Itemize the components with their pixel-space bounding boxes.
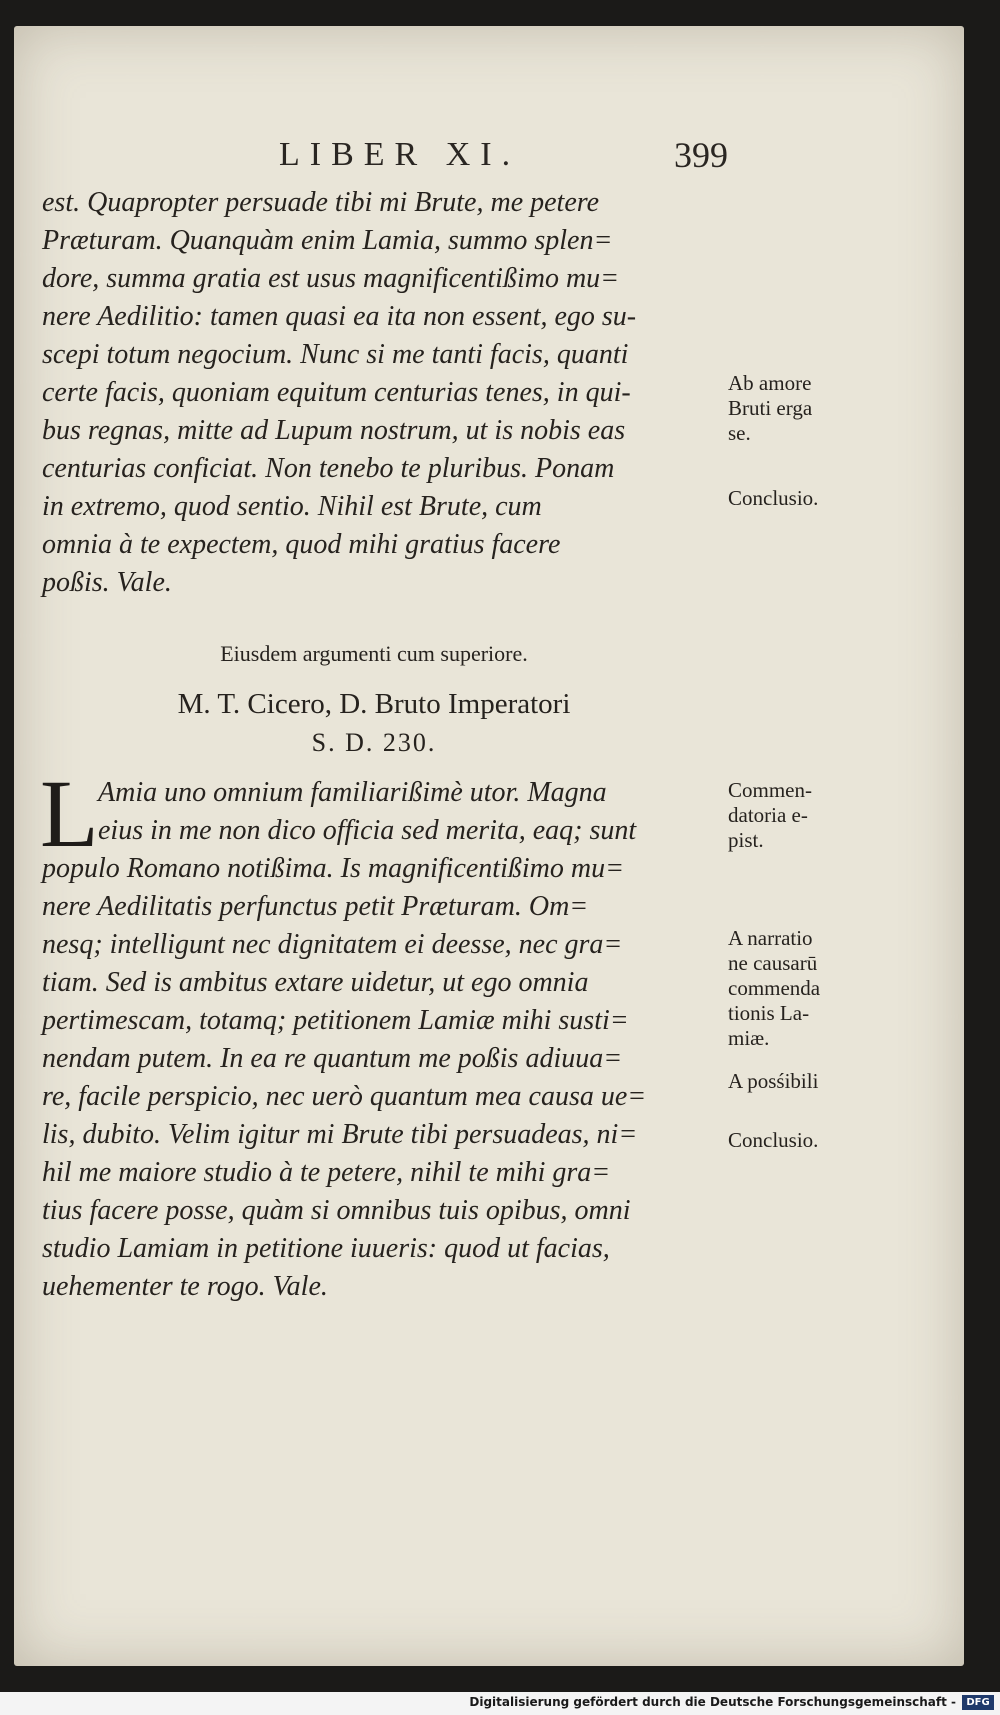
address-heading: M. T. Cicero, D. Bruto Imperatori: [177, 688, 571, 720]
marginal-line: miæ.: [728, 1026, 770, 1050]
text-line: re, facile perspicio, nec uerò quantum mea causa ue=: [42, 1081, 647, 1112]
running-head: LIBER XI.: [279, 136, 521, 173]
text-line: lis, dubito. Velim igitur mi Brute tibi persuadeas, ni=: [42, 1119, 638, 1150]
text-line: uehementer te rogo. Vale.: [42, 1271, 328, 1302]
marginal-note-conclusio: [728, 486, 818, 511]
dfg-logo: DFG: [962, 1695, 994, 1710]
text-line: nendam putem. In ea re quantum me poßis adiuua=: [42, 1043, 623, 1074]
text-line: eius in me non dico officia sed merita, eaq; sunt: [98, 815, 637, 846]
marginal-line: Conclusio.: [728, 1128, 819, 1152]
marginal-line: tionis La-: [728, 1001, 810, 1025]
marginal-line: se.: [728, 421, 751, 445]
argument-heading: Eiusdem argumenti cum superiore.: [220, 641, 528, 666]
text-line: scepi totum negocium. Nunc si me tanti facis, quanti: [42, 339, 629, 370]
marginal-line: Conclusio.: [728, 486, 819, 510]
marginal-line: Bruti erga: [728, 396, 813, 420]
text-line: certe facis, quoniam equitum centurias tenes, in qui-: [42, 377, 631, 408]
marginal-line: A posśibili: [728, 1069, 819, 1093]
text-line: est. Quapropter persuade tibi mi Brute, me petere: [42, 187, 600, 218]
text-line: in extremo, quod sentio. Nihil est Brute, cum: [42, 491, 542, 522]
text-line: Amia uno omnium familiarißimè utor. Magna: [98, 777, 607, 808]
marginal-line: A narratio: [728, 926, 813, 950]
text-line: bus regnas, mitte ad Lupum nostrum, ut is nobis eas: [42, 415, 626, 446]
text-line: poßis. Vale.: [42, 567, 172, 598]
marginal-line: commenda: [728, 976, 821, 1000]
salutation-heading: S. D. 230.: [311, 728, 437, 757]
marginal-note-commendatoria: [728, 778, 812, 853]
text-line: hil me maiore studio à te petere, nihil te mihi gra=: [42, 1157, 611, 1188]
marginal-line: ne causarū: [728, 951, 818, 975]
marginal-line: Commen-: [728, 778, 812, 802]
marginal-note-ab-amore: [728, 371, 812, 446]
digitization-footer: [0, 1692, 1000, 1715]
text-line: pertimescam, totamq; petitionem Lamiæ mihi susti=: [42, 1005, 629, 1036]
marginal-line: Ab amore: [728, 371, 812, 395]
footer-credit: Digitalisierung gefördert durch die Deutsche Forschungsgemeinschaft -: [469, 1695, 956, 1709]
text-line: nere Aedilitio: tamen quasi ea ita non essent, ego su-: [42, 301, 637, 332]
text-line: centurias conficiat. Non tenebo te pluribus. Ponam: [42, 453, 615, 484]
text-line: Præturam. Quanquàm enim Lamia, summo splen=: [42, 225, 613, 256]
marginal-note-conclusio-2: [728, 1128, 818, 1153]
marginal-line: pist.: [728, 828, 764, 852]
marginal-note-a-narratione: [728, 926, 820, 1051]
marginal-line: datoria e-: [728, 803, 808, 827]
drop-cap-initial: L: [40, 760, 99, 867]
letter-one-body: [42, 184, 732, 602]
letter-two-body: [40, 760, 732, 1306]
text-line: nere Aedilitatis perfunctus petit Præturam. Om=: [42, 891, 589, 922]
text-line: dore, summa gratia est usus magnificentißimo mu=: [42, 263, 620, 294]
page-header: [14, 136, 964, 186]
marginal-note-a-possibili: [728, 1069, 818, 1094]
text-line: nesq; intelligunt nec dignitatem ei deesse, nec gra=: [42, 929, 623, 960]
text-line: studio Lamiam in petitione iuueris: quod ut facias,: [42, 1233, 610, 1264]
text-line: populo Romano notißima. Is magnificentißimo mu=: [42, 853, 624, 884]
text-line: tiam. Sed is ambitus extare uidetur, ut ego omnia: [42, 967, 589, 998]
book-page: [14, 26, 964, 1666]
text-line: omnia à te expectem, quod mihi gratius facere: [42, 529, 561, 560]
page-number: 399: [674, 135, 728, 175]
text-line: tius facere posse, quàm si omnibus tuis opibus, omni: [42, 1195, 631, 1226]
